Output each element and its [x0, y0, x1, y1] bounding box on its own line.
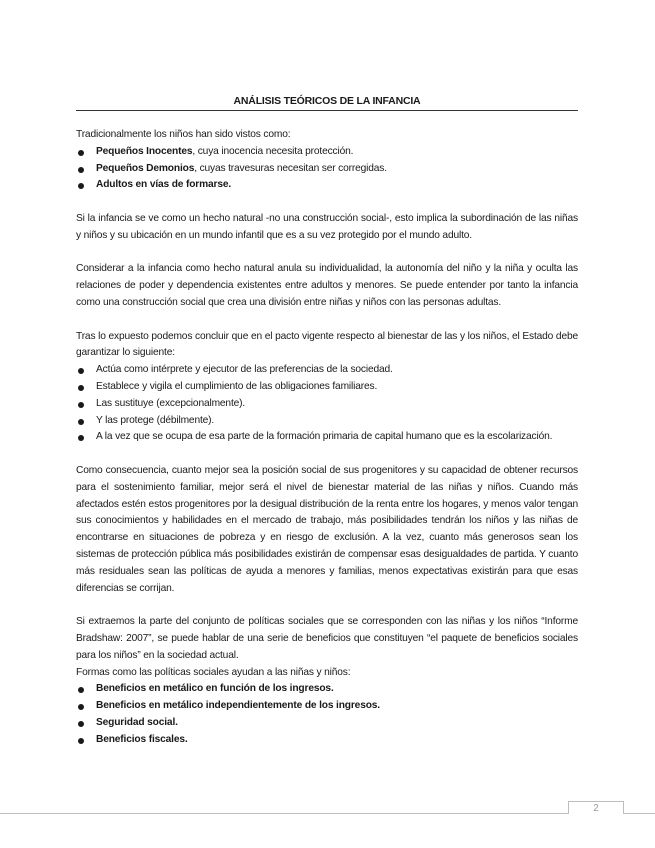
- list-item: [76, 161, 578, 178]
- policies-list: [76, 681, 578, 748]
- paragraph: Considerar a la infancia como hecho natural anula su individualidad, la autonomía del niño y la niña y oculta las relaciones de poder y dependencia existentes entre adultos y menores. Se puede entender por tanto la infancia como una construcción social que crea una división entre niñas y niños con las personas adultas.: [76, 263, 578, 308]
- list-item: Actúa como intérprete y ejecutor de las preferencias de la sociedad.: [76, 362, 578, 379]
- list-item: [76, 177, 578, 194]
- state-duties-list: [76, 362, 578, 446]
- footer-divider: [0, 813, 655, 814]
- view-term: Pequeños Demonios: [96, 162, 195, 174]
- list-item: [76, 732, 578, 749]
- page-number: 2: [568, 801, 624, 814]
- policies-intro: Formas como las políticas sociales ayudan a las niñas y niños:: [76, 666, 351, 678]
- policy-text: Beneficios en metálico independientemente de los ingresos.: [96, 700, 380, 712]
- list-item: A la vez que se ocupa de esa parte de la formación primaria de capital humano que es la escolarización.: [76, 429, 578, 446]
- childhood-views-list: [76, 144, 578, 194]
- intro-text: Tradicionalmente los niños han sido vistos como:: [76, 129, 291, 140]
- list-item: Establece y vigila el cumplimiento de las obligaciones familiares.: [76, 379, 578, 396]
- paragraph: Tras lo expuesto podemos concluir que en el pacto vigente respecto al bienestar de las y los niños, el Estado debe garantizar lo siguiente:: [76, 330, 578, 359]
- policy-text: Seguridad social.: [96, 716, 178, 728]
- list-item: Las sustituye (excepcionalmente).: [76, 396, 578, 413]
- view-description: , cuya inocencia necesita protección.: [192, 145, 354, 157]
- paragraph: Si la infancia se ve como un hecho natural -no una construcción social-, esto implica la subordinación de las niñas y niños y su ubicación en un mundo infantil que es a su vez protegido por el mundo adulto.: [76, 212, 578, 241]
- policy-text: Beneficios fiscales.: [96, 733, 188, 745]
- list-item: Y las protege (débilmente).: [76, 413, 578, 430]
- list-item: [76, 144, 578, 161]
- paragraph: Si extraemos la parte del conjunto de políticas sociales que se corresponden con las niñas y los niños “Informe Bradshaw: 2007”, se puede hablar de una serie de beneficios que constituyen “el paquete de beneficios sociales para los niños” en la sociedad actual.: [76, 616, 578, 661]
- view-description: , cuyas travesuras necesitan ser corregidas.: [194, 162, 387, 174]
- document-body: [76, 127, 578, 748]
- list-item: [76, 681, 578, 698]
- page-title: ANÁLISIS TEÓRICOS DE LA INFANCIA: [233, 95, 421, 107]
- title-divider: [76, 110, 578, 111]
- paragraph: Como consecuencia, cuanto mejor sea la posición social de sus progenitores y su capacidad de obtener recursos para el sostenimiento familiar, mejor será el nivel de bienestar material de las niñas y niños. Cuando más afectados estén estos progenitores por la desigual distribución de la renta entre los hogares, y menos valor tengan sus conocimientos y habilidades en el mercado de trabajo, más posibilidades tendrán los niños y las niñas de encontrarse en situaciones de pobreza y en riesgo de exclusión. A la vez, cuanto más generosos sean los sistemas de protección pública más posibilidades existirán de compensar esas desigualdades de partida. Y cuanto más residuales sean las políticas de ayuda a menores y familias, menos expectativas existirán para que esas diferencias se corrijan.: [76, 464, 578, 594]
- view-term: Adultos en vías de formarse.: [96, 179, 232, 191]
- view-term: Pequeños Inocentes: [96, 145, 193, 157]
- policy-text: Beneficios en metálico en función de los ingresos.: [96, 683, 334, 695]
- list-item: [76, 698, 578, 715]
- list-item: [76, 715, 578, 732]
